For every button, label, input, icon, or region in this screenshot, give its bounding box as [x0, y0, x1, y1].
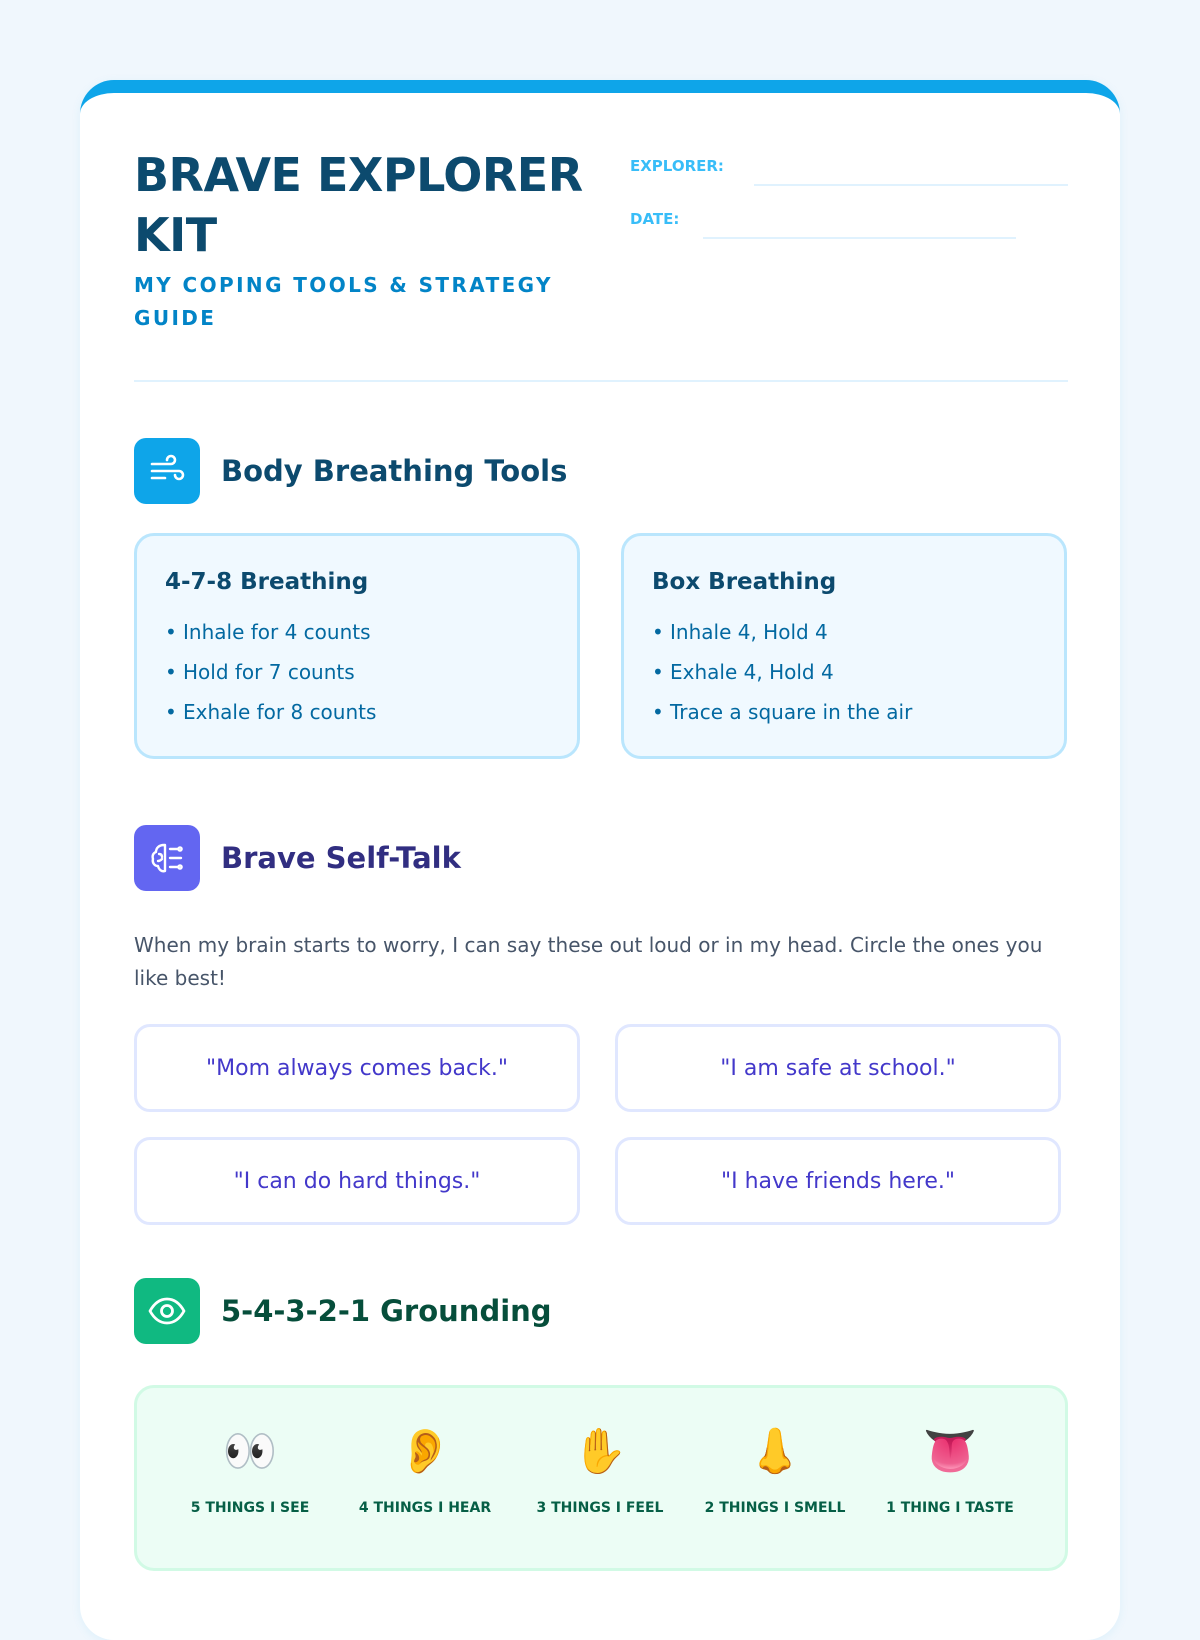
explorer-field[interactable]: [630, 155, 1068, 185]
sense-hear: [335, 1388, 515, 1574]
breathing-card-box: [621, 533, 1067, 759]
sense-feel: [510, 1388, 690, 1574]
header-divider: [134, 380, 1068, 382]
sense-taste: [860, 1388, 1040, 1574]
list-item: • Trace a square in the air: [652, 700, 913, 724]
self-talk-instructions: When my brain starts to worry, I can say these out loud or in my head. Circle the ones you like best!: [134, 933, 1043, 990]
self-talk-phrase[interactable]: "I am safe at school.": [615, 1024, 1061, 1112]
hand-icon: ✋: [572, 1426, 628, 1477]
brain-icon: [134, 825, 200, 891]
self-talk-phrase[interactable]: "Mom always comes back.": [134, 1024, 580, 1112]
date-field[interactable]: [630, 208, 1016, 238]
sense-see: [160, 1388, 340, 1574]
page-title: BRAVE EXPLORER KIT: [134, 148, 583, 262]
sense-label: 2 THINGS I SMELL: [704, 1500, 846, 1516]
breathing-card-title: 4-7-8 Breathing: [165, 569, 369, 595]
explorer-line[interactable]: [754, 184, 1068, 186]
self-talk-section-title: Brave Self-Talk: [221, 841, 461, 875]
self-talk-phrase[interactable]: "I can do hard things.": [134, 1137, 580, 1225]
worksheet-header: [134, 145, 1068, 395]
eyes-icon: 👀: [222, 1426, 278, 1477]
worksheet-card: [80, 80, 1120, 1640]
ear-icon: 👂: [397, 1426, 453, 1477]
breathing-steps-list: [165, 612, 577, 732]
self-talk-phrase[interactable]: "I have friends here.": [615, 1137, 1061, 1225]
nose-icon: 👃: [747, 1426, 803, 1477]
list-item: • Hold for 7 counts: [165, 660, 355, 684]
date-line[interactable]: [703, 237, 1016, 239]
self-talk-section-header: [134, 825, 834, 891]
grounding-section-title: 5-4-3-2-1 Grounding: [221, 1294, 552, 1328]
page-subtitle: MY COPING TOOLS & STRATEGY GUIDE: [134, 273, 553, 330]
breathing-section-header: [134, 438, 834, 504]
wind-icon: [134, 438, 200, 504]
list-item: • Exhale 4, Hold 4: [652, 660, 834, 684]
breathing-steps-list: [652, 612, 1064, 732]
date-label: DATE:: [630, 210, 680, 228]
breathing-card-478: [134, 533, 580, 759]
sense-label: 4 THINGS I HEAR: [358, 1500, 492, 1516]
sense-label: 1 THING I TASTE: [886, 1500, 1014, 1516]
breathing-card-title: Box Breathing: [652, 569, 837, 595]
eye-icon: [134, 1278, 200, 1344]
tongue-icon: 👅: [922, 1426, 978, 1477]
sense-smell: [685, 1388, 865, 1574]
breathing-section-title: Body Breathing Tools: [221, 454, 568, 488]
sense-label: 3 THINGS I FEEL: [536, 1500, 664, 1516]
list-item: • Exhale for 8 counts: [165, 700, 377, 724]
explorer-label: EXPLORER:: [630, 157, 724, 175]
grounding-section-header: [134, 1278, 834, 1344]
list-item: • Inhale 4, Hold 4: [652, 620, 828, 644]
sense-label: 5 THINGS I SEE: [190, 1500, 310, 1516]
list-item: • Inhale for 4 counts: [165, 620, 371, 644]
grounding-senses-panel: [134, 1385, 1068, 1571]
